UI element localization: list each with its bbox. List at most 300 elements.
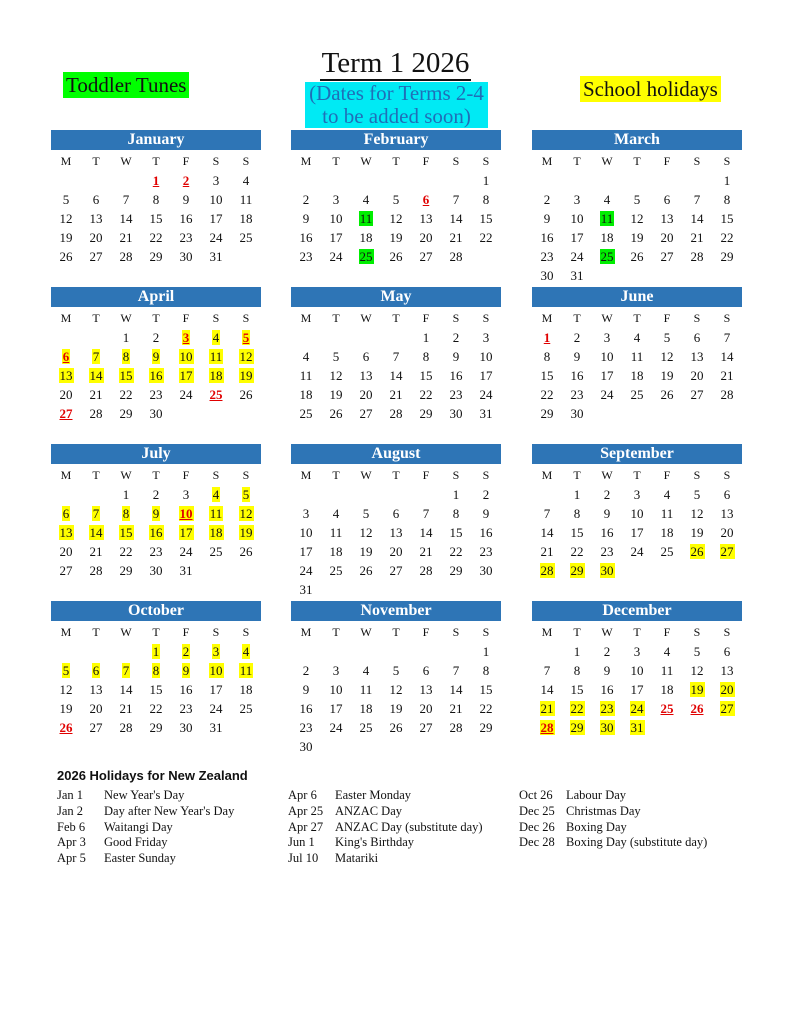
legend-toddler-tunes: Toddler Tunes [63,72,189,98]
week-row [51,504,261,523]
day-cell [381,642,411,661]
day-cell [682,661,712,680]
week-row [51,404,261,423]
day-cell [321,485,351,504]
day-cell [411,328,441,347]
holiday-column [57,788,234,867]
day-cell [111,385,141,404]
day-cell [532,266,562,285]
day-cell [592,247,622,266]
week-row [532,228,742,247]
week-row [532,404,742,423]
day-number: 25 [239,230,253,245]
day-number: 25 [209,387,223,402]
day-number: 11 [359,682,373,697]
day-number: 11 [359,211,373,226]
day-number: 29 [540,406,554,421]
day-cell [532,347,562,366]
day-cell [321,737,351,756]
day-number: 4 [242,644,250,659]
day-cell [51,523,81,542]
day-cell [652,190,682,209]
day-cell [381,737,411,756]
day-number: 17 [209,211,223,226]
week-row [532,485,742,504]
day-number: 28 [89,563,103,578]
day-number: 11 [299,368,313,383]
month-2 [532,130,742,285]
week-row [51,542,261,561]
day-number: 20 [690,368,704,383]
day-cell [532,209,562,228]
day-cell [111,228,141,247]
day-cell [231,504,261,523]
day-cell [652,247,682,266]
day-number: 20 [660,230,674,245]
day-cell [291,504,321,523]
day-cell [471,542,501,561]
day-cell [411,523,441,542]
day-cell [111,680,141,699]
holiday-row [519,835,707,851]
day-number: 11 [660,663,674,678]
day-cell [321,642,351,661]
day-number: 11 [209,349,223,364]
day-cell [291,523,321,542]
day-number: 4 [603,192,611,207]
week-row [291,171,501,190]
day-cell [201,661,231,680]
holiday-row [519,804,707,820]
day-cell [231,247,261,266]
day-number: 20 [389,544,403,559]
day-number: 30 [299,739,313,754]
day-cell [622,561,652,580]
day-cell [652,561,682,580]
day-cell [231,171,261,190]
day-number: 18 [239,211,253,226]
day-number: 3 [633,487,641,502]
day-cell [81,642,111,661]
day-cell [592,190,622,209]
day-number: 13 [59,368,73,383]
weekday-label: T [92,154,100,168]
day-number: 9 [543,211,551,226]
week-row [532,504,742,523]
day-number: 13 [89,682,103,697]
day-cell [682,209,712,228]
day-number: 23 [479,544,493,559]
day-number: 16 [600,525,614,540]
day-number: 5 [392,192,400,207]
day-cell [652,523,682,542]
day-number: 5 [633,192,641,207]
day-cell [471,699,501,718]
day-number: 23 [449,387,463,402]
day-number: 1 [573,487,581,502]
week-row [51,328,261,347]
day-number: 8 [422,349,430,364]
day-cell [622,523,652,542]
day-number: 20 [359,387,373,402]
day-cell [171,366,201,385]
day-cell [321,209,351,228]
day-number: 4 [332,506,340,521]
day-number: 29 [419,406,433,421]
day-number: 8 [122,506,130,521]
day-cell [231,347,261,366]
day-cell [171,642,201,661]
day-cell [652,642,682,661]
week-row [51,699,261,718]
week-row [51,247,261,266]
day-cell [532,504,562,523]
day-number: 1 [482,173,490,188]
day-number: 26 [329,406,343,421]
day-cell [592,266,622,285]
day-cell [592,699,622,718]
day-cell [141,228,171,247]
day-cell [351,542,381,561]
week-row [291,699,501,718]
day-number: 5 [242,330,250,345]
day-cell [592,209,622,228]
weekday-label: S [693,154,701,168]
day-number: 31 [209,720,223,735]
day-cell [381,699,411,718]
day-cell [141,171,171,190]
day-cell [291,580,321,599]
day-cell [171,228,201,247]
day-number: 14 [119,211,133,226]
day-cell [111,661,141,680]
day-cell [171,347,201,366]
day-number: 16 [179,211,193,226]
day-number: 4 [663,487,671,502]
weekday-label: M [60,468,72,482]
day-cell [381,385,411,404]
day-cell [441,542,471,561]
week-row [291,190,501,209]
day-cell [622,209,652,228]
day-cell [141,680,171,699]
day-number: 22 [149,701,163,716]
day-number: 26 [59,249,73,264]
day-cell [351,404,381,423]
day-number: 6 [723,487,731,502]
day-number: 7 [92,506,100,521]
holiday-date: Jul 10 [288,851,319,866]
day-cell [682,247,712,266]
day-cell [682,642,712,661]
day-number: 4 [663,644,671,659]
weekday-label: W [601,625,613,639]
day-number: 20 [720,525,734,540]
day-cell [712,347,742,366]
day-number: 14 [540,525,554,540]
day-number: 17 [299,544,313,559]
day-cell [712,504,742,523]
holiday-date: Dec 28 [519,835,555,850]
day-cell [141,385,171,404]
day-cell [231,366,261,385]
day-number: 6 [693,330,701,345]
day-number: 19 [59,701,73,716]
day-number: 20 [89,701,103,716]
day-cell [562,642,592,661]
day-number: 3 [633,644,641,659]
weekday-label: F [182,311,190,325]
day-number: 2 [182,644,190,659]
day-number: 25 [600,249,614,264]
day-cell [321,542,351,561]
day-number: 27 [690,387,704,402]
day-cell [592,661,622,680]
weekday-label: T [392,625,400,639]
day-number: 19 [630,230,644,245]
day-number: 4 [633,330,641,345]
day-number: 3 [482,330,490,345]
day-cell [291,699,321,718]
day-number: 23 [570,387,584,402]
day-number: 2 [452,330,460,345]
holiday-date: Apr 25 [288,803,324,818]
day-number: 26 [660,387,674,402]
day-number: 19 [690,525,704,540]
day-number: 31 [179,563,193,578]
day-number: 3 [332,663,340,678]
day-cell [471,504,501,523]
day-cell [291,542,321,561]
day-cell [381,542,411,561]
day-cell [532,485,562,504]
weekday-label: S [693,625,701,639]
day-cell [712,699,742,718]
day-cell [622,347,652,366]
day-cell [351,171,381,190]
day-cell [712,171,742,190]
day-number: 9 [302,682,310,697]
day-cell [291,661,321,680]
day-cell [81,542,111,561]
day-number: 27 [419,720,433,735]
day-cell [532,699,562,718]
day-number: 24 [600,387,614,402]
day-cell [441,485,471,504]
day-number: 13 [720,506,734,521]
dates-note: (Dates for Terms 2-4 to be added soon) [305,82,488,128]
day-cell [682,718,712,737]
day-number: 5 [62,663,70,678]
week-row [51,642,261,661]
weekday-label: S [452,625,460,639]
day-number: 12 [660,349,674,364]
week-row [51,209,261,228]
day-number: 5 [693,487,701,502]
weekday-label: W [120,468,132,482]
week-row [291,523,501,542]
day-cell [441,385,471,404]
day-cell [532,404,562,423]
day-cell [682,699,712,718]
week-row [51,228,261,247]
weekday-label: S [212,311,220,325]
day-cell [441,737,471,756]
holiday-row [57,788,234,804]
day-cell [381,347,411,366]
weekday-label: F [182,468,190,482]
holiday-row [57,820,234,836]
day-cell [231,718,261,737]
day-number: 1 [482,644,490,659]
day-number: 7 [723,330,731,345]
day-cell [652,171,682,190]
day-cell [351,366,381,385]
day-cell [321,190,351,209]
day-number: 6 [422,663,430,678]
day-cell [231,523,261,542]
weekday-label: T [332,468,340,482]
weekday-label: T [152,468,160,482]
day-cell [471,247,501,266]
day-cell [622,504,652,523]
holiday-name: Easter Monday [335,788,412,802]
day-number: 25 [239,701,253,716]
day-number: 31 [630,720,644,735]
day-cell [291,366,321,385]
day-cell [381,228,411,247]
day-cell [381,523,411,542]
day-cell [441,404,471,423]
day-cell [622,171,652,190]
day-cell [562,209,592,228]
day-number: 3 [332,192,340,207]
weekday-label: T [392,468,400,482]
day-cell [682,266,712,285]
day-cell [81,190,111,209]
day-cell [141,209,171,228]
day-number: 10 [209,192,223,207]
day-cell [562,485,592,504]
day-number: 30 [479,563,493,578]
day-cell [471,404,501,423]
day-number: 29 [570,563,584,578]
holiday-date: Oct 26 [519,788,553,802]
day-number: 16 [149,368,163,383]
day-number: 20 [419,230,433,245]
day-cell [81,680,111,699]
day-cell [51,642,81,661]
day-cell [592,642,622,661]
day-cell [652,542,682,561]
day-number: 24 [630,701,644,716]
month-6 [51,444,261,580]
day-cell [351,385,381,404]
day-cell [81,347,111,366]
day-cell [652,328,682,347]
day-number: 27 [89,249,103,264]
day-number: 8 [573,506,581,521]
weekday-label: M [300,154,312,168]
legend-school-holidays: School holidays [580,76,721,102]
day-number: 10 [630,663,644,678]
day-cell [291,190,321,209]
day-number: 28 [690,249,704,264]
day-cell [351,209,381,228]
day-cell [562,190,592,209]
day-number: 14 [540,682,554,697]
day-cell [51,404,81,423]
day-cell [441,680,471,699]
day-cell [201,171,231,190]
day-number: 15 [720,211,734,226]
day-cell [532,661,562,680]
week-row [291,404,501,423]
day-number: 4 [302,349,310,364]
week-row [532,328,742,347]
day-cell [622,228,652,247]
holiday-date: Dec 25 [519,803,555,818]
day-number: 19 [660,368,674,383]
day-number: 1 [422,330,430,345]
day-number: 19 [59,230,73,245]
weekday-label: W [360,311,372,325]
day-cell [291,328,321,347]
day-number: 12 [59,682,73,697]
day-number: 25 [329,563,343,578]
day-number: 24 [299,563,313,578]
day-cell [592,485,622,504]
month-9 [51,601,261,737]
day-cell [321,699,351,718]
weekday-label: S [482,311,490,325]
day-number: 4 [362,663,370,678]
day-number: 9 [603,506,611,521]
day-cell [592,328,622,347]
holiday-name: Matariki [335,851,379,866]
weekday-label: F [663,154,671,168]
weekday-label: T [573,154,581,168]
day-number: 15 [479,211,493,226]
day-number: 1 [122,330,130,345]
week-row [532,718,742,737]
day-number: 22 [720,230,734,245]
day-cell [81,504,111,523]
day-cell [291,171,321,190]
day-number: 14 [419,525,433,540]
day-cell [321,228,351,247]
weekday-label: M [60,625,72,639]
weekday-label: S [212,625,220,639]
day-number: 9 [182,192,190,207]
day-number: 17 [630,682,644,697]
holiday-date: Jan 2 [57,803,84,818]
week-row [291,228,501,247]
day-cell [411,699,441,718]
day-cell [231,642,261,661]
day-number: 3 [302,506,310,521]
day-cell [682,347,712,366]
day-number: 9 [182,663,190,678]
day-number: 12 [630,211,644,226]
day-number: 28 [389,406,403,421]
week-row [51,347,261,366]
month-5 [532,287,742,423]
day-cell [321,504,351,523]
holiday-date: Apr 3 [57,835,86,850]
day-number: 30 [179,720,193,735]
day-number: 23 [299,720,313,735]
